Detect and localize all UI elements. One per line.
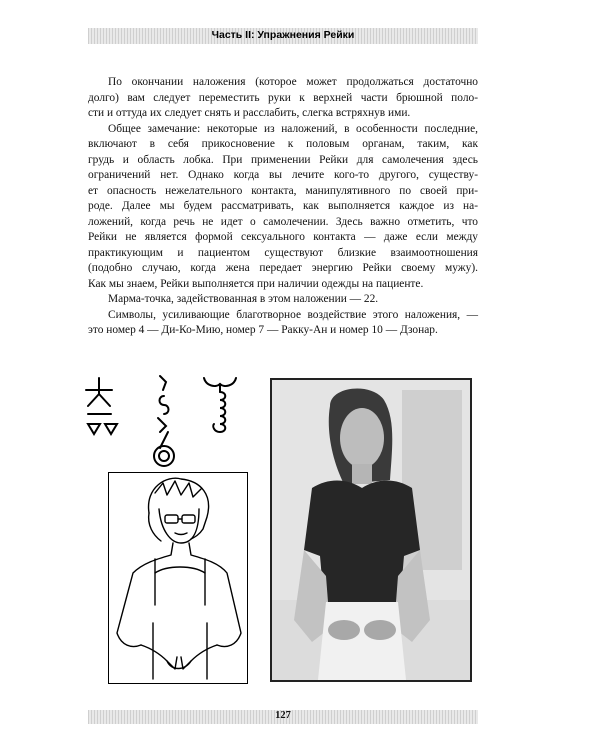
body-line: это номер 4 — Ди-Ко-Мию, номер 7 — Ракку-Ан и номер 10 — Дзонар.: [88, 324, 438, 336]
body-line: ограничений нет. Однако когда вы лечите кого-то другого, существу-: [88, 169, 478, 181]
page-number: 127: [275, 710, 291, 721]
body-line: долго) вам следует переместить руки к верхней части брюшной поло-: [88, 91, 478, 104]
body-line: грудь и область лобка. При применении Рейки для самолечения здесь: [88, 153, 478, 166]
body-line: (подобно случаю, когда жена передает энергию Рейки своему мужу).: [88, 262, 478, 274]
body-line: ложений, когда речь не идет о самолечении. Здесь важно отметить, что: [88, 215, 478, 228]
symbol-dai-ko-myo-icon: [86, 378, 117, 434]
running-footer: [88, 710, 478, 724]
woman-photo-icon: [272, 380, 470, 680]
symbol-zonar-icon: [204, 378, 236, 432]
running-header: [88, 28, 478, 44]
header-title: Часть II: Упражнения Рейки: [211, 29, 355, 41]
body-line: По окончании наложения (которое может продолжаться достаточно: [108, 76, 478, 88]
body-text: [88, 75, 478, 339]
body-line: Марма-точка, задействованная в этом наложении — 22.: [108, 293, 379, 305]
illustration-hand-position: [108, 472, 248, 684]
body-line: Общее замечание: некоторые из наложений, в особенности последние,: [108, 122, 478, 135]
body-line: практикующим и пациентом существуют близкие взаимоотношения: [88, 246, 478, 259]
reiki-symbols: [80, 372, 250, 472]
body-line: Как мы знаем, Рейки выполняется при наличии одежды на пациенте.: [88, 277, 424, 290]
body-line: ет опасность нежелательного контакта, манипулятивного по своей при-: [88, 184, 478, 197]
body-line: включают в себя прикосновение к половым органам, таким, как: [88, 138, 478, 150]
woman-hands-on-pubis-drawing-icon: [109, 473, 247, 683]
body-line: Символы, усиливающие благотворное воздействие этого наложения, —: [108, 308, 478, 321]
body-line: роде. Далее мы будем рассматривать, как выполняется каждое из на-: [88, 200, 478, 212]
body-line: сти и оттуда их следует снять и расслабить, слегка встряхнув ими.: [88, 107, 411, 119]
body-line: Рейки не является формой сексуального контакта — даже если между: [88, 231, 478, 243]
symbol-raku-icon: [154, 376, 174, 466]
photo-patient: [270, 378, 472, 682]
